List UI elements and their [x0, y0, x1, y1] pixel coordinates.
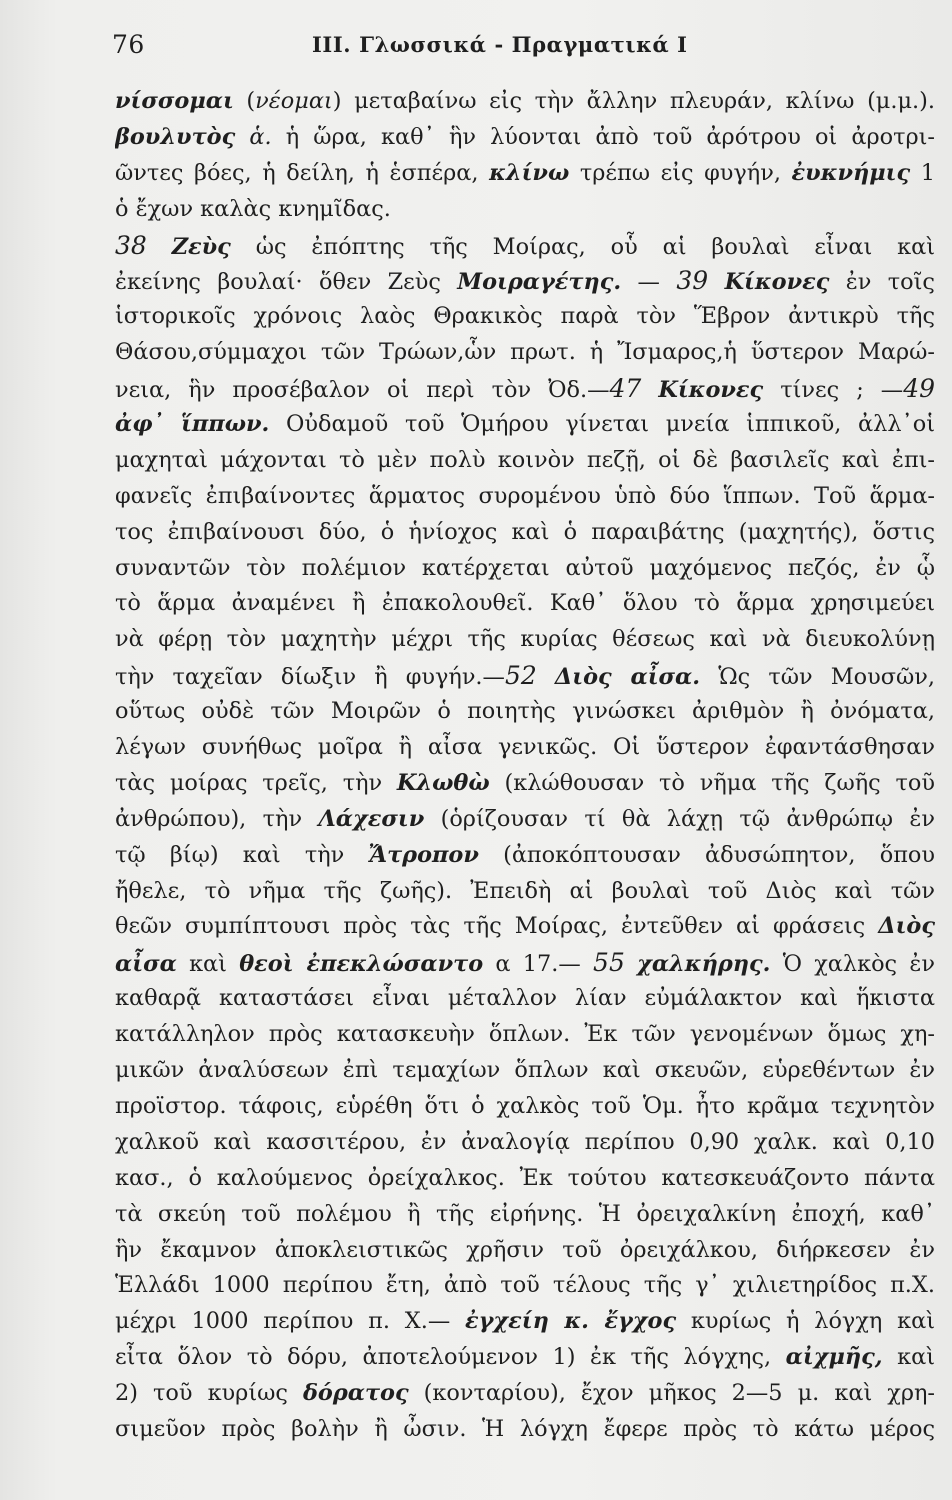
text-run: 1	[910, 159, 935, 186]
emphasized-term: Ζεὺς	[171, 233, 231, 260]
emphasized-term: αἰχμῆς,	[785, 1344, 883, 1371]
emphasized-term: Μοιραγέτης.	[457, 269, 622, 296]
text-run: ὁ ἔχων καλὰς κνημῖδας.	[115, 195, 391, 222]
text-run: (	[233, 88, 256, 114]
text-line	[115, 299, 935, 335]
emphasized-term: νίσσομαι	[115, 88, 234, 114]
page-number: 76	[112, 30, 145, 59]
text-run: λέγων συνήθως μοῖρα ἢ αἶσα γενικῶς. Οἱ ὕστερον ἐφαντάσθησαν	[115, 734, 935, 761]
emphasized-term: χαλκήρης.	[637, 951, 771, 978]
text-run: (κλώθουσαν τὸ νῆμα τῆς ζωῆς τοῦ	[489, 769, 935, 796]
text-run: ἣν ἔκαμνον ἀποκλειστικῶς χρῆσιν τοῦ ὀρειχάλκου, διήρκεσεν ἐν	[115, 1236, 935, 1263]
line-number-ref: 55	[593, 948, 625, 978]
text-line	[115, 443, 935, 479]
text-run: κατάλληλον πρὸς κατασκευὴν ὅπλων. Ἐκ τῶν γενομένων ὅμως χη-	[115, 1021, 935, 1048]
text-run: Ὁ χαλκὸς ἐν	[770, 951, 935, 978]
text-run: ὡς ἐπόπτης τῆς Μοίρας, οὗ αἱ βουλαὶ εἶναι καὶ	[230, 233, 935, 260]
text-run: ἐν τοῖς	[829, 269, 935, 296]
text-run: (κονταρίου), ἔχον μῆκος 2—5 μ. καὶ χρη-	[408, 1380, 935, 1407]
emphasized-term: θεοὶ ἐπεκλώσαντο	[239, 951, 484, 978]
line-number-ref: 38	[115, 230, 147, 260]
text-line	[115, 945, 935, 981]
text-line	[115, 228, 935, 264]
text-run: (ὁρίζουσαν τί θὰ λάχῃ τῷ ἀνθρώπῳ ἐν	[424, 805, 935, 832]
text-line	[115, 371, 935, 407]
text-line	[115, 1197, 935, 1233]
text-run: νεια, ἣν προσέβαλον οἱ περὶ τὸν Ὀδ.—	[115, 377, 610, 404]
text-line	[115, 1233, 935, 1269]
emphasized-term: Κίκονες	[724, 269, 830, 296]
running-head: III. Γλωσσικά - Πραγματικά I	[312, 32, 688, 57]
text-line	[115, 622, 935, 658]
text-run: εἶτα ὅλον τὸ δόρυ, ἀποτελούμενον 1) ἐκ τῆς λόγχης,	[115, 1344, 786, 1371]
text-run: τὰ σκεύη τοῦ πολέμου ἢ τῆς εἰρήνης. Ἡ ὀρειχαλκίνη ἐποχή, καθ᾽	[115, 1200, 935, 1227]
text-run	[641, 377, 658, 403]
text-run: 2) τοῦ κυρίως	[115, 1380, 303, 1407]
emphasized-term: Κίκονες	[658, 377, 764, 404]
emphasized-term: ἐυκνήμις	[791, 159, 911, 186]
text-run: ἀνθρώπου), τὴν	[115, 805, 319, 832]
text-line	[115, 1340, 935, 1376]
emphasized-term: Ἄτροπον	[368, 841, 479, 868]
text-line	[115, 586, 935, 622]
text-line	[115, 120, 935, 156]
text-line	[115, 335, 935, 371]
text-run: νὰ φέρῃ τὸν μαχητὴν μέχρι τῆς κυρίας θέσεως καὶ νὰ διευκολύνῃ	[115, 626, 935, 653]
text-run: (ἀποκόπτουσαν ἀδυσώπητον, ὅπου	[478, 841, 935, 868]
text-run: καὶ	[176, 951, 240, 978]
text-run: κυρίως ἡ λόγχη καὶ	[676, 1308, 935, 1335]
emphasized-term: νέομαι	[255, 88, 333, 114]
text-run: σιμεῦον πρὸς βολὴν ἢ ὦσιν. Ἡ λόγχη ἔφερε πρὸς τὸ κάτω μέρος	[115, 1415, 935, 1442]
text-run: οὕτως οὐδὲ τῶν Μοιρῶν ὁ ποιητὴς γινώσκει ἀριθμὸν ἢ ὀνόματα,	[115, 698, 935, 725]
text-line	[115, 407, 935, 443]
text-run	[537, 664, 555, 690]
text-line	[115, 192, 935, 228]
line-number-ref: 52	[504, 661, 537, 691]
text-run: καὶ	[882, 1344, 935, 1371]
text-run: μαχηταὶ μάχονται τὸ μὲν πολὺ κοινὸν πεζῇ, οἱ δὲ βασιλεῖς καὶ ἐπι-	[115, 446, 935, 473]
text-line	[115, 515, 935, 551]
text-line	[115, 694, 935, 730]
text-line	[115, 874, 935, 910]
text-line	[115, 156, 935, 192]
text-line	[115, 551, 935, 587]
text-run: χαλκοῦ καὶ κασσιτέρου, ἐν ἀναλογίᾳ περίπου 0,90 χαλκ. καὶ 0,10	[115, 1128, 935, 1155]
text-run: φανεῖς ἐπιβαίνοντες ἅρματος συρομένου ὑπὸ δύο ἵππων. Τοῦ ἅρμα-	[115, 482, 935, 509]
emphasized-term: Λάχεσιν	[318, 805, 425, 832]
text-line	[115, 1376, 935, 1412]
text-run: Οὐδαμοῦ τοῦ Ὁμήρου γίνεται μνεία ἱππικοῦ, ἀλλ᾽οἱ	[269, 411, 935, 438]
text-run	[147, 234, 172, 260]
emphasized-term: κλίνω	[489, 159, 570, 186]
text-run: ) μεταβαίνω εἰς τὴν ἄλλην πλευράν, κλίνω (μ.μ.).	[332, 88, 935, 114]
text-run: τὸ ἅρμα ἀναμένει ἢ ἐπακολουθεῖ. Καθ᾽ ὅλου τὸ ἅρμα χρησιμεύει	[115, 590, 935, 617]
text-run: ἱστορικοῖς χρόνοις λαὸς Θρακικὸς παρὰ τὸν Ἕβρον ἀντικρὺ τῆς	[115, 303, 935, 330]
emphasized-term: Διὸς	[878, 913, 935, 940]
text-run: —	[621, 269, 677, 296]
text-line	[115, 802, 935, 838]
text-line	[115, 909, 935, 945]
text-run: μικῶν ἀναλύσεων ἐπὶ τεμαχίων ὅπλων καὶ σκευῶν, εὑρεθέντων ἐν	[115, 1057, 935, 1084]
text-line	[115, 1412, 935, 1448]
text-run	[235, 124, 249, 150]
text-run: α 17.—	[483, 951, 594, 978]
text-line	[115, 730, 935, 766]
emphasized-term: ἀφ᾽ ἵππων.	[115, 411, 270, 438]
text-run: μέχρι 1000 περίπου π. Χ.—	[115, 1308, 466, 1335]
emphasized-term: δόρατος	[302, 1380, 409, 1407]
text-run	[708, 269, 724, 295]
line-number-ref: 47	[609, 374, 642, 404]
text-run	[625, 951, 637, 977]
text-line	[115, 981, 935, 1017]
text-run: τῷ βίῳ) καὶ τὴν	[115, 841, 369, 868]
text-run: τίνες ; —	[763, 377, 904, 404]
emphasized-term: αἶσα	[115, 951, 177, 978]
text-line	[115, 479, 935, 515]
text-line	[115, 766, 935, 802]
text-run: ῶντες βόες, ἡ δείλη, ἡ ἑσπέρα,	[115, 159, 490, 186]
text-line	[115, 1268, 935, 1304]
text-line	[115, 1161, 935, 1197]
text-line	[115, 263, 935, 299]
text-run: ἡ ὥρα, καθ᾽ ἣν λύονται ἀπὸ τοῦ ἀρότρου οἱ ἀροτρι-	[271, 123, 935, 150]
text-run: Ὡς τῶν Μουσῶν,	[700, 664, 935, 691]
text-line	[115, 84, 935, 120]
line-number-ref: 49	[903, 374, 935, 404]
text-line	[115, 1304, 935, 1340]
text-run: καθαρᾷ καταστάσει εἶναι μέταλλον λίαν εὐμάλακτον καὶ ἥκιστα	[115, 985, 935, 1012]
text-run: Θάσου,σύμμαχοι τῶν Τρώων,ὧν πρωτ. ἡ Ἴσμαρος,ἡ ὕστερον Μαρώ-	[115, 339, 935, 366]
text-run: τὴν ταχεῖαν δίωξιν ἢ φυγήν.—	[115, 664, 505, 691]
text-run: προϊστορ. τάφοις, εὑρέθη ὅτι ὁ χαλκὸς τοῦ Ὁμ. ἦτο κρᾶμα τεχνητὸν	[115, 1092, 935, 1119]
text-line	[115, 1089, 935, 1125]
text-line	[115, 1125, 935, 1161]
text-run: θεῶν συμπίπτουσι πρὸς τὰς τῆς Μοίρας, ἐντεῦθεν αἱ φράσεις	[115, 913, 879, 940]
line-number-ref: 39	[676, 266, 709, 296]
text-run: τος ἐπιβαίνουσι δύο, ὁ ἡνίοχος καὶ ὁ παραιβάτης (μαχητής), ὅστις	[115, 518, 935, 545]
emphasized-term: βουλυτὸς	[115, 123, 236, 150]
body-text	[115, 84, 935, 1448]
text-run: κασ., ὁ καλούμενος ὀρείχαλκος. Ἐκ τούτου κατεσκευάζοντο πάντα	[115, 1164, 935, 1191]
emphasized-term: ἁ.	[249, 123, 272, 150]
emphasized-term: Κλωθὼ	[396, 769, 490, 796]
page-header	[112, 30, 922, 64]
text-line	[115, 1053, 935, 1089]
text-run: συναντῶν τὸν πολέμιον κατέρχεται αὐτοῦ μαχόμενος πεζός, ἐν ᾧ	[115, 554, 935, 581]
text-run: τρέπω εἰς φυγήν,	[569, 159, 792, 186]
text-line	[115, 838, 935, 874]
text-line	[115, 1017, 935, 1053]
text-run: τὰς μοίρας τρεῖς, τὴν	[115, 769, 397, 796]
emphasized-term: ἐγχείη κ. ἔγχος	[465, 1308, 677, 1335]
emphasized-term: Διὸς αἶσα.	[554, 664, 701, 691]
text-run: ἤθελε, τὸ νῆμα τῆς ζωῆς). Ἐπειδὴ αἱ βουλαὶ τοῦ Διὸς καὶ τῶν	[115, 877, 935, 904]
text-run: ἐκείνης βουλαί· ὅθεν Ζεὺς	[115, 269, 458, 296]
text-run: Ἑλλάδι 1000 περίπου ἔτη, ἀπὸ τοῦ τέλους τῆς γ᾽ χιλιετηρίδος π.Χ.	[115, 1272, 935, 1299]
text-line	[115, 658, 935, 694]
